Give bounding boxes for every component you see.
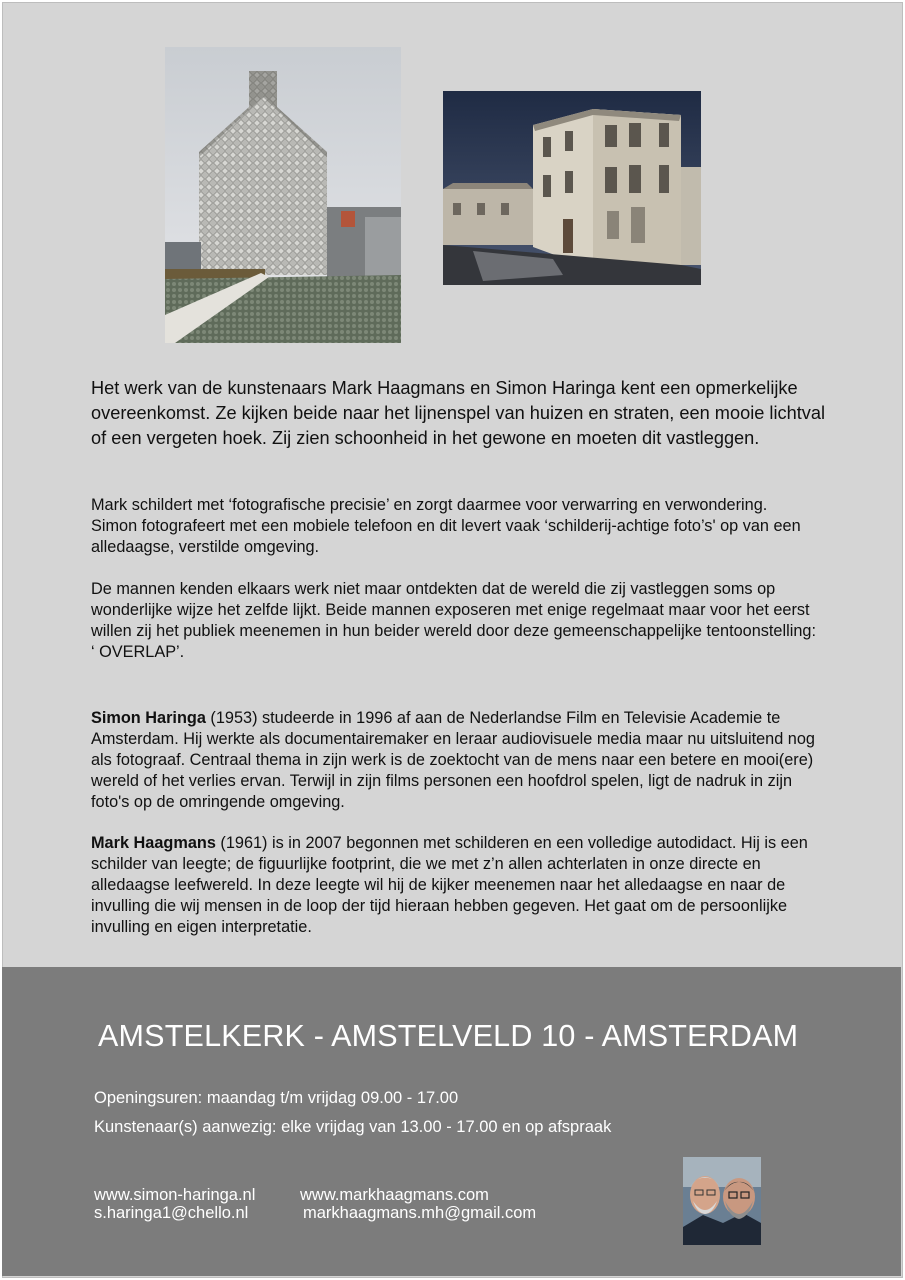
simon-haringa-bio	[91, 708, 831, 813]
gable-wall-photo	[165, 47, 401, 343]
corner-house-photo	[443, 91, 701, 285]
overlap-exhibition-paragraph: De mannen kenden elkaars werk niet maar ontdekten dat de wereld die zij vastleggen soms op wonderlijke wijze het zelfde lijkt. Beide mannen exposeren met enige regelmaat maar voor het eerst willen zij het publiek meenemen in hun beider wereld door deze gemeenschappelijke tentoonstelling: ‘ OVERLAP’.	[91, 580, 816, 661]
mark-haagmans-name: Mark Haagmans	[91, 834, 216, 852]
mark-email-link[interactable]: markhaagmans.mh@gmail.com	[303, 1204, 537, 1222]
simon-haringa-name: Simon Haringa	[91, 709, 206, 727]
gable-wall-image	[165, 47, 401, 343]
artists-portrait-image	[683, 1157, 761, 1245]
corner-house-image	[443, 91, 701, 285]
mark-haagmans-bio-text: (1961) is in 2007 begonnen met schilderen en een volledige autodidact. Hij is een schilder van leegte; de figuurlijke footprint, die we met z’n allen achterlaten in onze directe en alledaagse leefwereld. In deze leegte wil hij de kijker meenemen naar het alledaagse en naar de invulling die wij mensen in de loop der tijd hieraan hebben gegeven. Het gaat om de persoonlijke invulling en eigen interpretatie.	[91, 834, 808, 936]
simon-haringa-bio-text: (1953) studeerde in 1996 af aan de Nederlandse Film en Televisie Academie te Amsterdam. Hij werkte als documentairemaker en leraar audiovisuele media maar nu uitsluitend nog als fotograaf. Centraal thema in zijn werk is de zoektocht van de mens naar een betere en mooi(ere) wereld of het verlies ervan. Terwijl in zijn films personen een hoofdrol spelen, ligt de nadruk in zijn foto's op de omringende omgeving.	[91, 709, 815, 811]
artists-portrait-photo	[683, 1157, 761, 1245]
mark-simon-technique-paragraph: Mark schildert met ‘fotografische precisie’ en zorgt daarmee voor verwarring en verwondering. Simon fotografeert met een mobiele telefoon en dit levert vaak ‘schilderij-achtige foto’s' op van een alledaagse, verstilde omgeving.	[91, 496, 801, 556]
footer-info-panel	[2, 967, 901, 1276]
mark-website-link[interactable]: www.markhaagmans.com	[300, 1186, 489, 1204]
mark-haagmans-bio	[91, 833, 831, 938]
intro-paragraph: Het werk van de kunstenaars Mark Haagmans en Simon Haringa kent een opmerkelijke overeenkomst. Ze kijken beide naar het lijnenspel van huizen en straten, een mooie lichtval of een vergeten hoek. Zij zien schoonheid in het gewone en moeten dit vastleggen.	[91, 378, 825, 448]
simon-website-link[interactable]: www.simon-haringa.nl	[94, 1186, 256, 1204]
artists-present-note: Kunstenaar(s) aanwezig: elke vrijdag van 13.00 - 17.00 en op afspraak	[94, 1118, 612, 1136]
opening-hours: Openingsuren: maandag t/m vrijdag 09.00 - 17.00	[94, 1089, 459, 1107]
venue-address: AMSTELKERK - AMSTELVELD 10 - AMSTERDAM	[98, 1019, 799, 1053]
simon-email-link[interactable]: s.haringa1@chello.nl	[94, 1204, 249, 1222]
